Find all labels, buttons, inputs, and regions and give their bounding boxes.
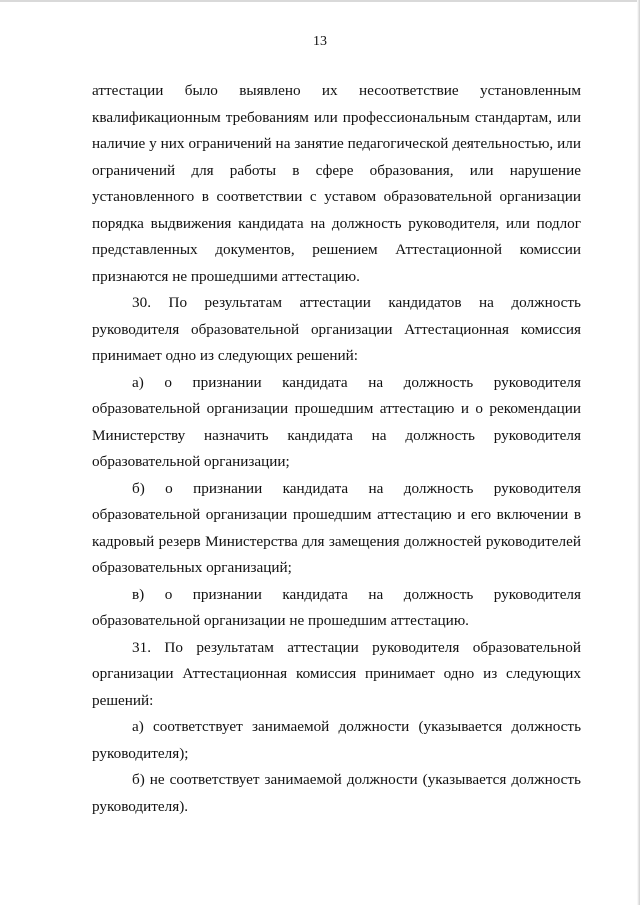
paragraph-item-31-a: а) соответствует занимаемой должности (указывается должность руководителя); bbox=[92, 718, 581, 762]
paragraph-item-30: 30. По результатам аттестации кандидатов на должность руководителя образовательной организации Аттестационная комиссия принимает одно из следующих решений: bbox=[92, 294, 581, 364]
paragraph-item-31: 31. По результатам аттестации руководителя образовательной организации Аттестационная комиссия принимает одно из следующих решений: bbox=[92, 638, 581, 709]
page-top-edge bbox=[0, 0, 640, 2]
paragraph-item-30-a: а) о признании кандидата на должность руководителя образовательной организации прошедшим аттестацию и о рекомендации Министерству назначить кандидата на должность руководителя образовательной организации; bbox=[92, 373, 581, 470]
paragraph-item-31-b: б) не соответствует занимаемой должности (указывается должность руководителя). bbox=[92, 771, 581, 815]
page-number: 13 bbox=[313, 34, 327, 49]
paragraph-item-30-b: б) о признании кандидата на должность руководителя образовательной организации прошедшим аттестацию и его включении в кадровый резерв Министерства для замещения должностей руководителей образовательных организаций; bbox=[92, 479, 581, 576]
paragraph-item-30-v: в) о признании кандидата на должность руководителя образовательной организации не прошедшим аттестацию. bbox=[92, 585, 581, 629]
document-body bbox=[92, 78, 581, 820]
paragraph-continuation: аттестации было выявлено их несоответствие установленным квалификационным требованиям или профессиональным стандартам, или наличие у них ограничений на занятие педагогической деятельностью, или ограничений для работы в сфере образования, или нарушение установленного в соответствии с уставом образовательной организации порядка выдвижения кандидата на должность руководителя, или подлог представленных документов, решением Аттестационной комиссии признаются не прошедшими аттестацию. bbox=[92, 82, 581, 285]
